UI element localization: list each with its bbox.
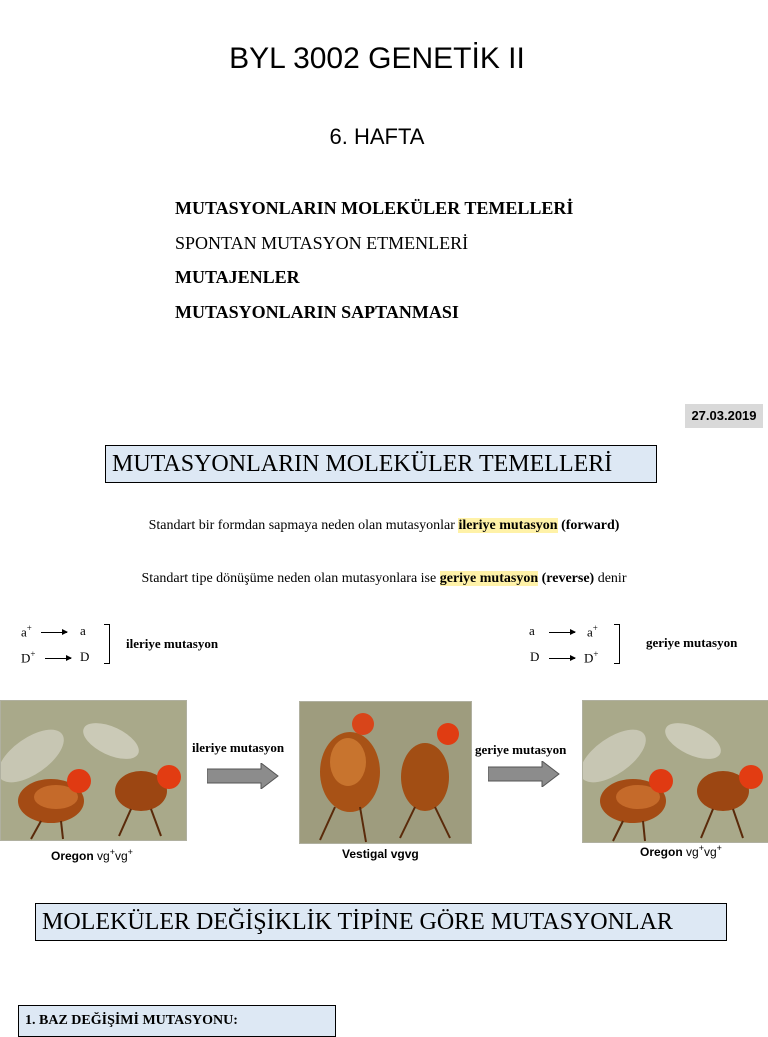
section-heading-change-type: MOLEKÜLER DEĞİŞİKLİK TİPİNE GÖRE MUTASYONLAR — [35, 903, 727, 941]
forward-row2-to: D — [80, 649, 90, 664]
forward-definition-text: Standart bir formdan sapmaya neden olan mutasyonlar — [148, 518, 459, 533]
reverse-arrow-icon — [488, 761, 560, 787]
forward-row1-to: a — [80, 623, 86, 638]
topic-item-2: SPONTAN MUTASYON ETMENLERİ — [175, 233, 469, 253]
reverse-row2-from: D — [530, 649, 540, 664]
forward-row2-arrow — [45, 658, 71, 659]
section-heading-molecular: MUTASYONLARIN MOLEKÜLER TEMELLERİ — [105, 445, 657, 483]
vestigial-caption: Vestigal vgvg — [342, 847, 419, 861]
forward-term-highlight: ileriye mutasyon — [458, 518, 558, 533]
reverse-definition-text: Standart tipe dönüşüme neden olan mutasyonlara ise — [141, 571, 440, 586]
vestigial-fly-photo — [299, 701, 472, 844]
reverse-term-english: (reverse) — [538, 571, 595, 586]
reverse-scheme-label: geriye mutasyon — [646, 635, 738, 650]
topic-item-4: MUTASYONLARIN SAPTANMASI — [175, 302, 459, 322]
reverse-term-highlight: geriye mutasyon — [439, 571, 539, 586]
forward-arrow-label: ileriye mutasyon — [192, 740, 285, 755]
reverse-row1-arrow — [549, 632, 575, 633]
forward-definition — [0, 518, 768, 534]
date-badge: 27.03.2019 — [685, 404, 763, 428]
week-label: 6. HAFTA — [329, 124, 425, 149]
topic-item-1: MUTASYONLARIN MOLEKÜLER TEMELLERİ — [175, 198, 574, 218]
oregon-caption-1: Oregon vg+vg+ — [51, 847, 133, 863]
forward-row2-from: D+ — [21, 649, 36, 666]
subsection-heading-base-change: 1. BAZ DEĞİŞİMİ MUTASYONU: — [18, 1005, 336, 1037]
reverse-definition — [0, 571, 768, 587]
oregon-fly-photo-2 — [582, 700, 768, 843]
topic-item-3: MUTAJENLER — [175, 267, 300, 287]
oregon-fly-photo-1 — [0, 700, 187, 841]
forward-scheme-label: ileriye mutasyon — [126, 636, 219, 651]
forward-term-english: (forward) — [557, 518, 620, 533]
reverse-definition-end: denir — [594, 571, 627, 586]
reverse-brace — [614, 624, 620, 664]
forward-arrow-icon — [207, 763, 279, 789]
reverse-row1-from: a — [529, 623, 535, 638]
reverse-arrow-label: geriye mutasyon — [475, 742, 567, 757]
forward-brace — [104, 624, 110, 664]
page-title: BYL 3002 GENETİK II — [229, 42, 525, 75]
oregon-caption-2: Oregon vg+vg+ — [640, 843, 722, 859]
reverse-row2-arrow — [549, 658, 575, 659]
reverse-row2-to: D+ — [584, 649, 599, 666]
forward-row1-from: a+ — [21, 623, 32, 640]
reverse-row1-to: a+ — [587, 623, 598, 640]
forward-row1-arrow — [41, 632, 67, 633]
